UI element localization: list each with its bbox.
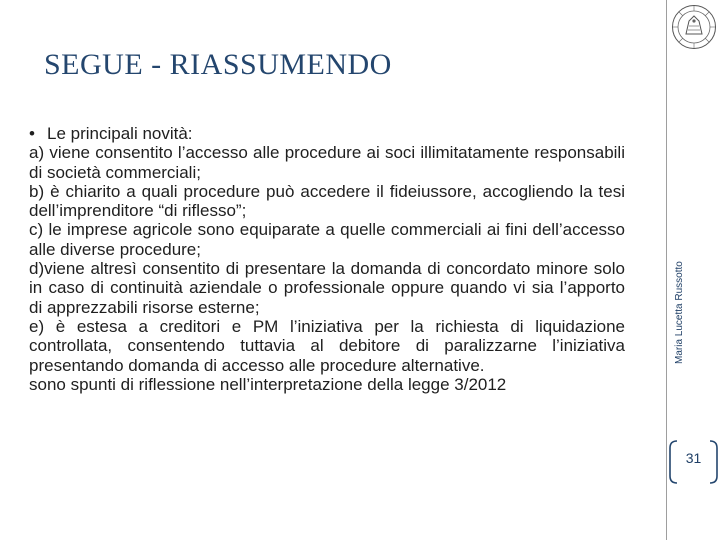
bullet-icon: • — [29, 124, 35, 143]
page-number: 31 — [685, 450, 702, 466]
slide-body — [29, 124, 625, 394]
intro-text: Le principali novità: — [47, 124, 193, 143]
slide-title: SEGUE - RIASSUMENDO — [44, 48, 392, 81]
author-name: Maria Lucetta Russotto — [674, 261, 685, 364]
item-a: a) viene consentito l’accesso alle procedure ai soci illimitatamente responsabili di società commerciali; — [29, 143, 625, 182]
closing-line: sono spunti di riflessione nell’interpretazione della legge 3/2012 — [29, 374, 507, 394]
item-e: e) è estesa a creditori e PM l’iniziativa per la richiesta di liquidazione controllata, consentendo tuttavia al debitore di paralizzarne l’iniziativa presentando domanda di accesso alle procedure alternative. — [29, 316, 625, 375]
item-c: c) le imprese agricole sono equiparate a quelle commerciali ai fini dell’accesso alle diverse procedure; — [29, 220, 625, 259]
university-seal-icon — [671, 4, 717, 50]
intro-line — [29, 124, 625, 143]
item-d: d)viene altresì consentito di presentare la domanda di concordato minore solo in caso di continuità aziendale o professionale oppure quando vi sia l’apporto di apprezzabili risorse esterne; — [29, 259, 625, 317]
item-b: b) è chiarito a quali procedure può accedere il fideiussore, accogliendo la tesi dell’imprenditore “di riflesso”; — [29, 181, 625, 221]
